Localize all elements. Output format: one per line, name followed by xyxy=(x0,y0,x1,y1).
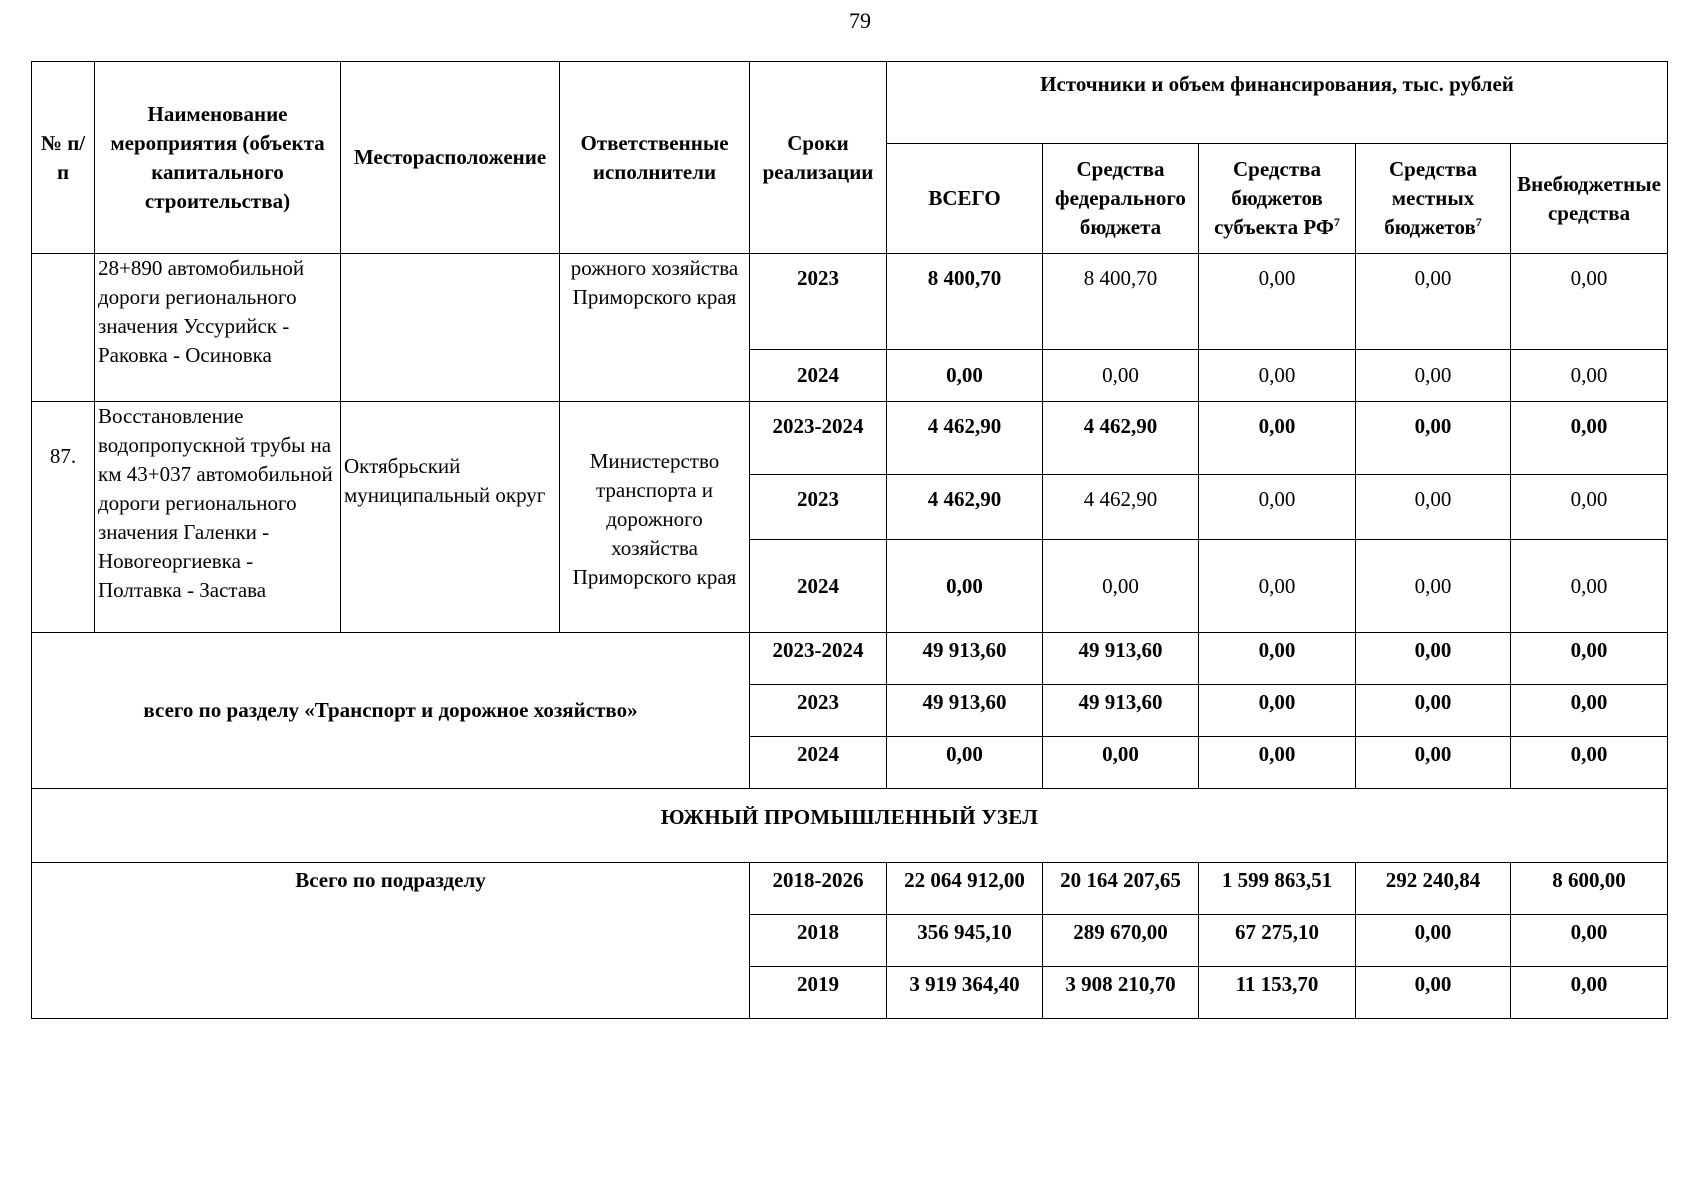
table-row xyxy=(32,254,1668,350)
cell-local: 0,00 xyxy=(1356,967,1511,1019)
cell-extra: 0,00 xyxy=(1511,633,1668,685)
cell-extra: 0,00 xyxy=(1511,685,1668,737)
section-total-label: всего по разделу «Транспорт и дорожное хозяйство» xyxy=(32,633,750,789)
cell-period: 2024 xyxy=(750,737,887,789)
header-regional: Средства бюджетов субъекта $РФ^7$ xyxy=(1199,144,1356,254)
cell-federal: 49 913,60 xyxy=(1043,633,1199,685)
page-number: 79 xyxy=(849,8,871,33)
cell-total: 0,00 xyxy=(887,350,1043,402)
header-name: Наименование мероприятия (объекта капитального строительства) xyxy=(95,62,341,254)
cell-federal: 0,00 xyxy=(1043,350,1199,402)
cell-federal: 4 462,90 xyxy=(1043,475,1199,540)
cell-local: 0,00 xyxy=(1356,737,1511,789)
cell-extra: 0,00 xyxy=(1511,967,1668,1019)
cell-local: 0,00 xyxy=(1356,633,1511,685)
budget-table xyxy=(31,61,1668,1019)
cell-regional: 0,00 xyxy=(1199,254,1356,350)
cell-extra: 0,00 xyxy=(1511,254,1668,350)
cell-local: 292 240,84 xyxy=(1356,863,1511,915)
cell-period: 2023 xyxy=(750,685,887,737)
cell-extra: 0,00 xyxy=(1511,475,1668,540)
cell-federal: 0,00 xyxy=(1043,540,1199,633)
cell-total: 49 913,60 xyxy=(887,633,1043,685)
cell-local: 0,00 xyxy=(1356,915,1511,967)
cell-responsible: рожного хозяйства Приморского края xyxy=(560,254,750,402)
cell-total: 3 919 364,40 xyxy=(887,967,1043,1019)
cell-responsible: Министерство транспорта и дорожного хозяйства Приморского края xyxy=(560,402,750,633)
cell-number xyxy=(32,254,95,402)
cell-local: 0,00 xyxy=(1356,254,1511,350)
cell-local: 0,00 xyxy=(1356,685,1511,737)
subsection-total-label: Всего по подразделу xyxy=(32,863,750,1019)
cell-regional: 67 275,10 xyxy=(1199,915,1356,967)
cell-period: 2023 xyxy=(750,254,887,350)
cell-name: 28+890 автомобильной дороги регионального значения Уссурийск - Раковка - Осиновка xyxy=(95,254,341,402)
header-extra: Внебюджетные средства xyxy=(1511,144,1668,254)
cell-extra: 0,00 xyxy=(1511,402,1668,475)
cell-period: 2018-2026 xyxy=(750,863,887,915)
cell-regional: 0,00 xyxy=(1199,475,1356,540)
cell-regional: 0,00 xyxy=(1199,540,1356,633)
header-period: Сроки реализации xyxy=(750,62,887,254)
cell-federal: 0,00 xyxy=(1043,737,1199,789)
cell-location: Октябрьский муниципальный округ xyxy=(341,402,560,633)
cell-period: 2019 xyxy=(750,967,887,1019)
cell-federal: 20 164 207,65 xyxy=(1043,863,1199,915)
cell-regional: 0,00 xyxy=(1199,402,1356,475)
cell-federal: 289 670,00 xyxy=(1043,915,1199,967)
header-total: ВСЕГО xyxy=(887,144,1043,254)
table-row xyxy=(32,863,1668,915)
header-funding-group: Источники и объем финансирования, тыс. рублей xyxy=(887,62,1668,144)
cell-extra: 8 600,00 xyxy=(1511,863,1668,915)
cell-extra: 0,00 xyxy=(1511,915,1668,967)
cell-period: 2024 xyxy=(750,540,887,633)
cell-total: 0,00 xyxy=(887,540,1043,633)
cell-local: 0,00 xyxy=(1356,540,1511,633)
table-row xyxy=(32,789,1668,863)
cell-regional: 1 599 863,51 xyxy=(1199,863,1356,915)
cell-total: 356 945,10 xyxy=(887,915,1043,967)
header-local: Средства местных бюджетов$^7$ xyxy=(1356,144,1511,254)
cell-total: 4 462,90 xyxy=(887,402,1043,475)
cell-location xyxy=(341,254,560,402)
header-location: Месторасположение xyxy=(341,62,560,254)
header-responsible: Ответственные исполнители xyxy=(560,62,750,254)
cell-name: Восстановление водопропускной трубы на км 43+037 автомобильной дороги регионального значения Галенки - Новогеоргиевка - Полтавка - Застава xyxy=(95,402,341,633)
cell-regional: 0,00 xyxy=(1199,685,1356,737)
cell-total: 22 064 912,00 xyxy=(887,863,1043,915)
cell-local: 0,00 xyxy=(1356,402,1511,475)
header-federal: Средства федерального бюджета xyxy=(1043,144,1199,254)
cell-local: 0,00 xyxy=(1356,350,1511,402)
cell-regional: 11 153,70 xyxy=(1199,967,1356,1019)
cell-federal: 4 462,90 xyxy=(1043,402,1199,475)
cell-federal: 49 913,60 xyxy=(1043,685,1199,737)
cell-regional: 0,00 xyxy=(1199,633,1356,685)
cell-period: 2023 xyxy=(750,475,887,540)
header-number: № п/п xyxy=(32,62,95,254)
table-row xyxy=(32,633,1668,685)
cell-number: 87. xyxy=(32,402,95,633)
cell-regional: 0,00 xyxy=(1199,350,1356,402)
cell-extra: 0,00 xyxy=(1511,540,1668,633)
cell-extra: 0,00 xyxy=(1511,350,1668,402)
cell-total: 8 400,70 xyxy=(887,254,1043,350)
cell-extra: 0,00 xyxy=(1511,737,1668,789)
cell-period: 2024 xyxy=(750,350,887,402)
cell-federal: 3 908 210,70 xyxy=(1043,967,1199,1019)
subsection-title: ЮЖНЫЙ ПРОМЫШЛЕННЫЙ УЗЕЛ xyxy=(32,789,1668,863)
cell-total: 4 462,90 xyxy=(887,475,1043,540)
cell-regional: 0,00 xyxy=(1199,737,1356,789)
cell-period: 2023-2024 xyxy=(750,402,887,475)
cell-period: 2023-2024 xyxy=(750,633,887,685)
header-row-top xyxy=(32,62,1668,144)
cell-total: 0,00 xyxy=(887,737,1043,789)
cell-federal: 8 400,70 xyxy=(1043,254,1199,350)
cell-period: 2018 xyxy=(750,915,887,967)
cell-total: 49 913,60 xyxy=(887,685,1043,737)
table-row xyxy=(32,402,1668,475)
cell-local: 0,00 xyxy=(1356,475,1511,540)
